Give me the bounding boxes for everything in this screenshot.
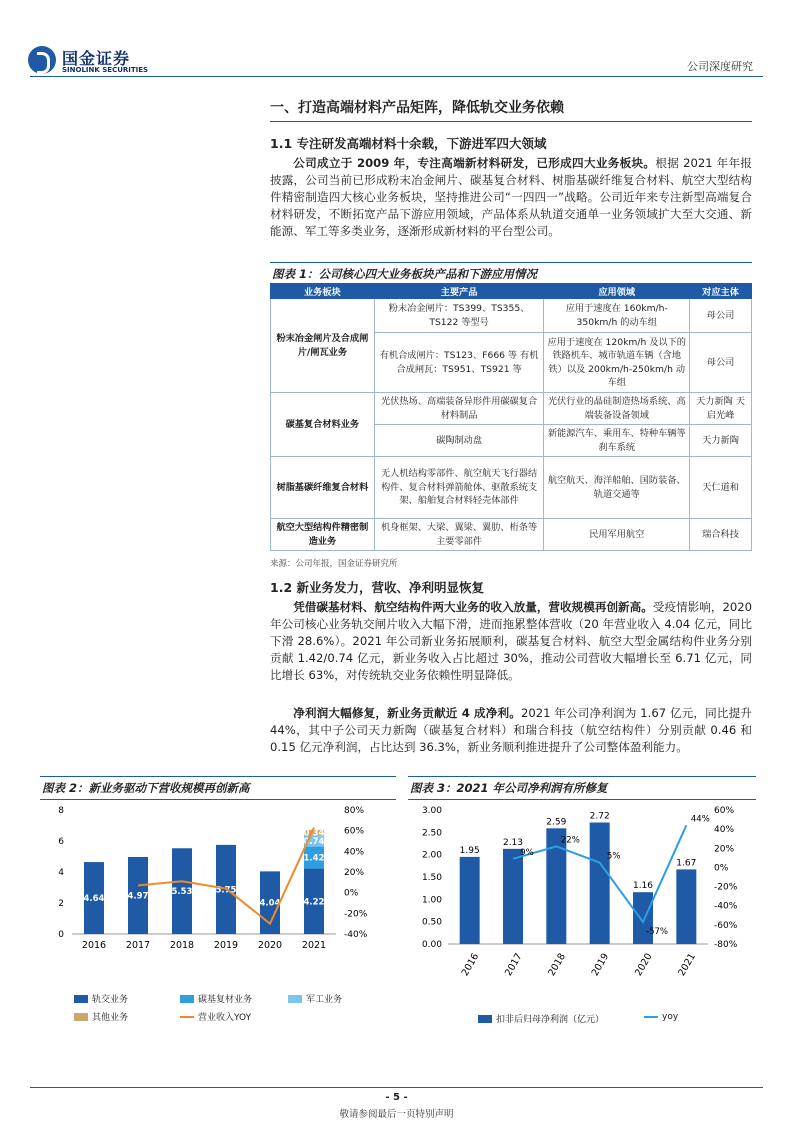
legend-item (74, 992, 128, 1005)
r1-ent: 母公司 (690, 299, 752, 333)
th-segment: 业务板块 (271, 284, 375, 299)
legend-swatch (288, 995, 302, 1003)
bar (503, 849, 523, 944)
r3-app: 光伏行业的晶硅制造热场系统、高端装备设备领域 (544, 393, 690, 425)
bar-value-label: 2.59 (546, 817, 567, 828)
x-tick-label: 2017 (503, 951, 525, 978)
legend-swatch (74, 995, 88, 1003)
logo-cn: 国金证券 (62, 49, 131, 68)
legend-label: 其他业务 (92, 1013, 129, 1023)
bar-value-label: 0.74 (303, 836, 325, 847)
yoy-value-label: 5% (606, 851, 621, 862)
legend-swatch (478, 1015, 492, 1023)
y2-tick-label: 20% (344, 868, 365, 878)
y-tick-label: 0.50 (421, 917, 442, 928)
y2-tick-label: 60% (344, 826, 365, 837)
r2-ent: 母公司 (690, 333, 752, 393)
y2-tick-label: 0% (714, 863, 729, 874)
bar (676, 869, 696, 944)
legend-label: 营业收入YOY (198, 1013, 252, 1023)
bar-value-label: 1.16 (632, 881, 654, 892)
r6-ent: 瑞合科技 (690, 519, 752, 551)
paragraph-2-body: 受疫情影响，2020 年公司核心业务轨交闸片收入大幅下滑，进而拖累整体营收（20 年营业收入 4.04 亿元，同比下滑 28.6%）。2021 年公司新业务拓展顺利，碳基复合材料、航空大型金属结构件业务分别贡献 1.42/0.74 亿元，新业务收入占比超过 30%，推动公司营收大幅增长至 6.71 亿元，同比增长 63%，对传统轨交业务依赖性明显降低。 (270, 600, 752, 682)
profit-chart-legend (408, 1010, 756, 1028)
seg-2: 碳基复合材料业务 (271, 393, 375, 457)
r5-prod: 无人机结构零部件、航空航天飞行器结构件、复合材料弹箭舱体、驱散系统支架、船舶复合材料轻壳体部件 (374, 457, 544, 519)
x-tick-label: 2021 (676, 951, 698, 978)
r4-app: 新能源汽车、乘用车、特种车辆等刹车系统 (544, 425, 690, 457)
r3-ent: 天力新陶 天启光峰 (690, 393, 752, 425)
r2-app: 应用于速度在 120km/h 及以下的铁路机车、城市轨道车辆（含地铁）以及 200km/h-250km/h 动车组 (544, 333, 690, 393)
table-source: 来源：公司年报，国金证券研究所 (270, 559, 398, 569)
r4-ent: 天力新陶 (690, 425, 752, 457)
y2-tick-label: 40% (714, 825, 735, 836)
legend-item (180, 992, 252, 1005)
paragraph-3-lead: 净利润大幅修复，新业务贡献近 4 成净利。 (293, 706, 521, 720)
x-tick-label: 2019 (213, 940, 239, 951)
seg-3: 树脂基碳纤维复合材料 (271, 457, 375, 519)
legend-swatch (644, 1016, 658, 1018)
th-application: 应用领域 (544, 284, 690, 299)
y-tick-label: 3.00 (421, 806, 442, 816)
section-divider (270, 121, 752, 122)
profit-chart (408, 798, 756, 1008)
y2-tick-label: 40% (344, 847, 365, 858)
report-type: 公司深度研究 (687, 60, 753, 73)
bar-value-label: 5.53 (171, 887, 193, 898)
figure-1-title: 图表 1：公司核心四大业务板块产品和下游应用情况 (270, 262, 752, 286)
y2-tick-label: -20% (344, 909, 368, 920)
y-tick-label: 2.50 (421, 828, 442, 839)
r4-prod: 碳陶制动盘 (374, 425, 544, 457)
logo-en: SINOLINK SECURITIES (62, 66, 149, 74)
legend-label: 扣非后归母净利润（亿元） (496, 1015, 605, 1025)
legend-item (180, 1010, 251, 1023)
y-tick-label: 1.50 (421, 873, 442, 883)
paragraph-1-body: 根据 2021 年年报披露，公司当前已形成粉末冶金闸片、碳基复合材料、树脂基碳纤维复合材料、航空大型结构件精密制造四大核心业务板块，坚持推进公司“一四四一”战略。公司近年来专注新型高端复合材料研发，不断拓宽产品下游应用领域，产品体系从轨道交通单一业务领域扩大至大交通、新能源、军工等多类业务，逐渐形成新材料的平台型公司。 (270, 156, 752, 238)
y-tick-label: 8 (58, 806, 64, 816)
bar-value-label: 5.75 (215, 885, 237, 896)
bar-value-label: 1.95 (459, 845, 480, 856)
legend-item (478, 1012, 604, 1025)
revenue-chart-legend (40, 990, 396, 1030)
y2-tick-label: 0% (344, 888, 359, 899)
legend-swatch (180, 1016, 194, 1018)
r2-prod: 有机合成闸片：TS123、F666 等 有机合成闸瓦：TS951、TS921 等 (374, 333, 544, 393)
footer-disclaimer: 敬请参阅最后一页特别声明 (339, 1109, 454, 1120)
y2-tick-label: 20% (714, 844, 735, 855)
x-tick-label: 2016 (81, 940, 107, 951)
bar-value-label: 4.22 (303, 897, 325, 908)
bar (460, 857, 480, 944)
y-tick-label: 2.00 (421, 850, 442, 861)
bar-value-label: 4.64 (83, 894, 105, 905)
th-entity: 对应主体 (690, 284, 752, 299)
r6-prod: 机身框架、大梁、翼梁、翼肋、桁条等主要零部件 (374, 519, 544, 551)
paragraph-2 (270, 599, 752, 684)
company-logo-icon (28, 46, 56, 74)
x-tick-label: 2018 (546, 951, 568, 978)
y-tick-label: 2 (58, 899, 64, 909)
r1-app: 应用于速度在 160km/h-350km/h 的动车组 (544, 299, 690, 333)
footer-divider (30, 1087, 763, 1088)
r5-ent: 天仁道和 (690, 457, 752, 519)
bar (590, 823, 610, 944)
y2-tick-label: 60% (714, 806, 735, 816)
legend-item (74, 1010, 128, 1023)
paragraph-2-lead: 凭借碳基材料、航空结构件两大业务的收入放量，营收规模再创新高。 (293, 600, 653, 614)
x-tick-label: 2020 (633, 951, 655, 978)
y2-tick-label: -60% (714, 920, 738, 931)
legend-item (644, 1012, 678, 1022)
bar-value-label: 4.04 (259, 898, 281, 909)
y2-tick-label: -40% (714, 901, 738, 912)
y2-tick-label: -80% (714, 940, 738, 950)
section-title: 一、打造高端材料产品矩阵，降低轨交业务依赖 (270, 100, 564, 116)
y-tick-label: 0.00 (421, 940, 442, 950)
bar-value-label: 0.34 (303, 828, 325, 839)
subsection-2-title: 1.2 新业务发力，营收、净利明显恢复 (270, 580, 484, 595)
subsection-1-title: 1.1 专注研发高端材料十余载，下游进军四大领域 (270, 136, 547, 151)
legend-label: 轨交业务 (92, 995, 129, 1005)
header-divider (30, 76, 763, 77)
y-tick-label: 1.00 (421, 895, 442, 906)
y-tick-label: 0 (58, 930, 64, 940)
bar-value-label: 1.42 (303, 853, 325, 864)
x-tick-label: 2016 (459, 951, 482, 978)
bar-value-label: 2.13 (502, 837, 524, 848)
y-tick-label: 4 (58, 868, 64, 878)
legend-item (288, 992, 342, 1005)
bar-value-label: 2.72 (589, 811, 610, 822)
x-tick-label: 2017 (125, 940, 151, 951)
seg-4: 航空大型结构件精密制造业务 (271, 519, 375, 551)
x-tick-label: 2021 (301, 940, 327, 951)
bar-value-label: 1.67 (676, 858, 697, 869)
legend-swatch (180, 995, 194, 1003)
r5-app: 航空航天、海洋船舶、国防装备、轨道交通等 (544, 457, 690, 519)
yoy-value-label: 44% (690, 814, 710, 825)
seg-1: 粉末冶金闸片及合成闸片/闸瓦业务 (271, 299, 375, 393)
y-tick-label: 6 (58, 837, 64, 847)
paragraph-3-body: 2021 年公司净利润为 1.67 亿元，同比提升 44%，其中子公司天力新陶（碳基复合材料）和瑞合科技（航空结构件）分别贡献 0.46 和 0.15 亿元净利润，占比达到 36.3%，新业务顺利推进提升了公司整体盈利能力。 (270, 706, 752, 754)
legend-label: yoy (662, 1012, 679, 1022)
revenue-chart (40, 798, 396, 990)
business-table (270, 283, 752, 551)
paragraph-1-lead: 公司成立于 2009 年，专注高端新材料研发，已形成四大业务板块。 (293, 156, 656, 170)
x-tick-label: 2020 (257, 940, 283, 951)
y2-tick-label: -20% (714, 882, 738, 893)
yoy-value-label: -57% (646, 926, 668, 937)
legend-label: 碳基复材业务 (198, 995, 253, 1005)
bar-value-label: 4.97 (127, 891, 149, 902)
r6-app: 民用军用航空 (544, 519, 690, 551)
r1-prod: 粉末冶金闸片：TS399、TS355、TS122 等型号 (374, 299, 544, 333)
r3-prod: 光伏热场、高端装备异形件用碳碳复合材料制品 (374, 393, 544, 425)
legend-label: 军工业务 (306, 995, 343, 1005)
legend-swatch (74, 1013, 88, 1021)
figure-2-title: 图表 2：新业务驱动下营收规模再创新高 (40, 776, 396, 800)
paragraph-1 (270, 155, 752, 240)
x-tick-label: 2019 (589, 951, 612, 978)
y2-tick-label: -40% (344, 930, 368, 940)
x-tick-label: 2018 (169, 940, 195, 951)
page-number: - 5 - (385, 1092, 408, 1103)
yoy-value-label: 22% (560, 835, 580, 846)
y2-tick-label: 80% (344, 806, 365, 816)
th-product: 主要产品 (374, 284, 544, 299)
figure-3-title: 图表 3：2021 年公司净利润有所修复 (408, 776, 756, 800)
paragraph-3 (270, 705, 752, 756)
yoy-value-label: 9% (520, 847, 534, 858)
